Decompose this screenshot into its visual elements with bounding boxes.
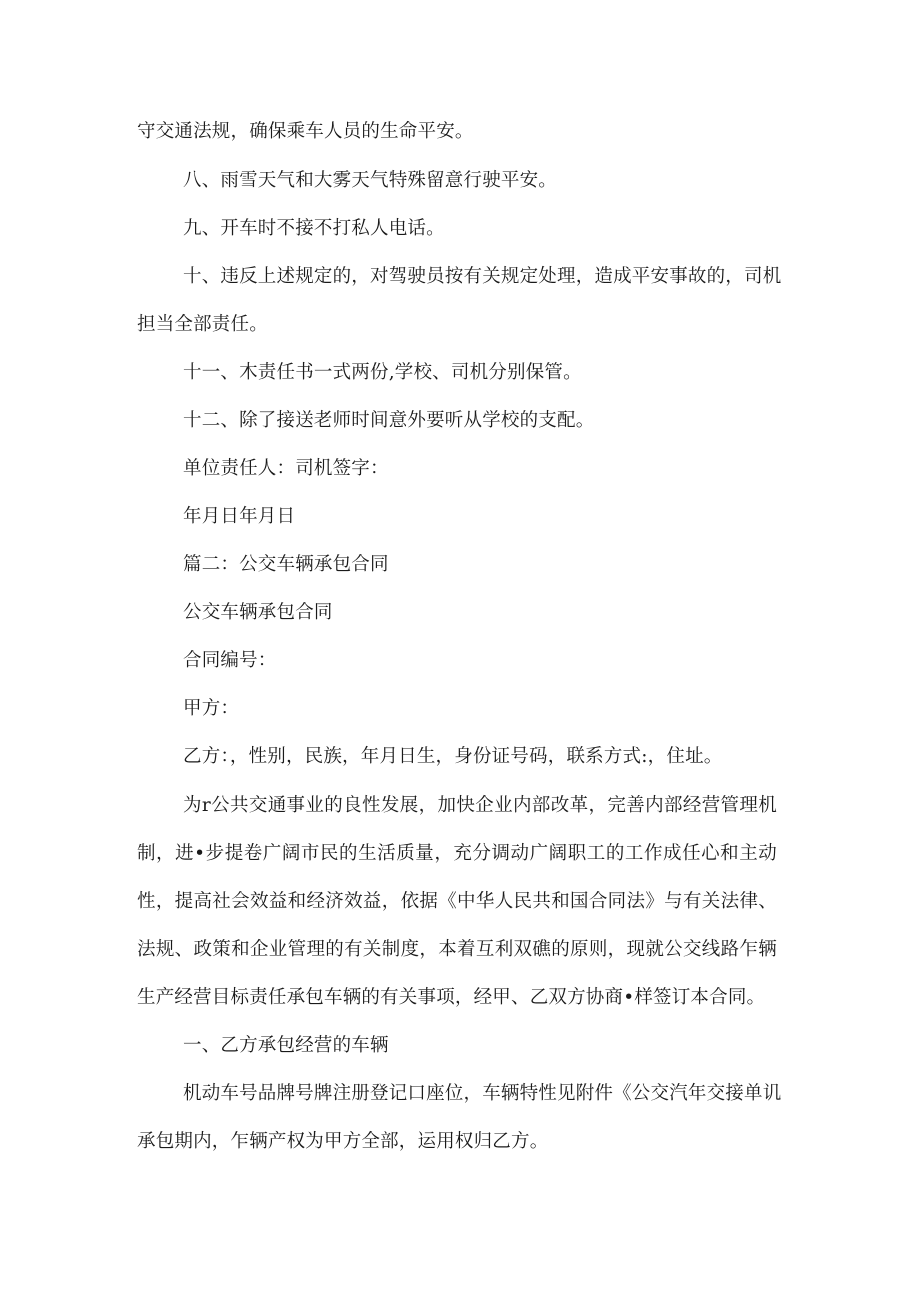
section-heading: 篇二：公交车辆承包合同 [183,554,389,575]
date-line: 年月日年月日 [183,506,296,527]
clause-8: 八、雨雪天气和大雾天气特殊留意行驶平安。 [183,170,558,191]
paragraph-line: 生产经营目标责任承包车辆的有关事项，经甲、乙双方协商•样签订本合同。 [137,987,766,1008]
paragraph-line: 担当全部责任。 [137,314,268,335]
clause-10: 十、违反上述规定的，对驾驶员按有关规定处理，造成平安事故的，司机 [183,266,782,287]
clause-12: 十二、除了接送老师时间意外要听从学校的支配。 [183,410,595,431]
clause-9: 九、开车时不接不打私人电话。 [183,218,445,239]
paragraph-line: 制，进•步提卷广阔市民的生活质量，充分调动广阔职工的工作成任心和主动 [137,843,777,864]
paragraph-line: 性，提高社会效益和经济效益，依据《中华人民共和国合同法》与有关法律、 [137,891,777,912]
paragraph-line: 承包期内，乍辆产权为甲方全部，运用权归乙方。 [137,1131,549,1152]
clause-11: 十一、木责任书一式两份,学校、司机分别保管。 [183,362,582,383]
contract-title: 公交车辆承包合同 [183,602,333,623]
paragraph-line: 为r公共交通事业的良性发展，加快企业内部改革，完善内部经营管理机 [183,795,777,816]
section-heading: 一、乙方承包经营的车辆 [183,1035,389,1056]
signature-line: 单位责任人：司机签字： [183,458,389,479]
paragraph-line: 机动车号品牌号牌注册登记口座位，车辆特性见附件《公交汽年交接单讥 [183,1083,782,1104]
paragraph-line: 守交通法规，确保乘车人员的生命平安。 [137,121,474,142]
party-b: 乙方：，性别，民族，年月日生，身份证号码，联系方式:，住址。 [183,746,723,767]
party-a: 甲方： [183,698,240,719]
paragraph-line: 法规、政策和企业管理的有关制度，本着互利双礁的原则，现就公交线路乍辆 [137,939,777,960]
contract-number: 合同编号： [183,650,277,671]
